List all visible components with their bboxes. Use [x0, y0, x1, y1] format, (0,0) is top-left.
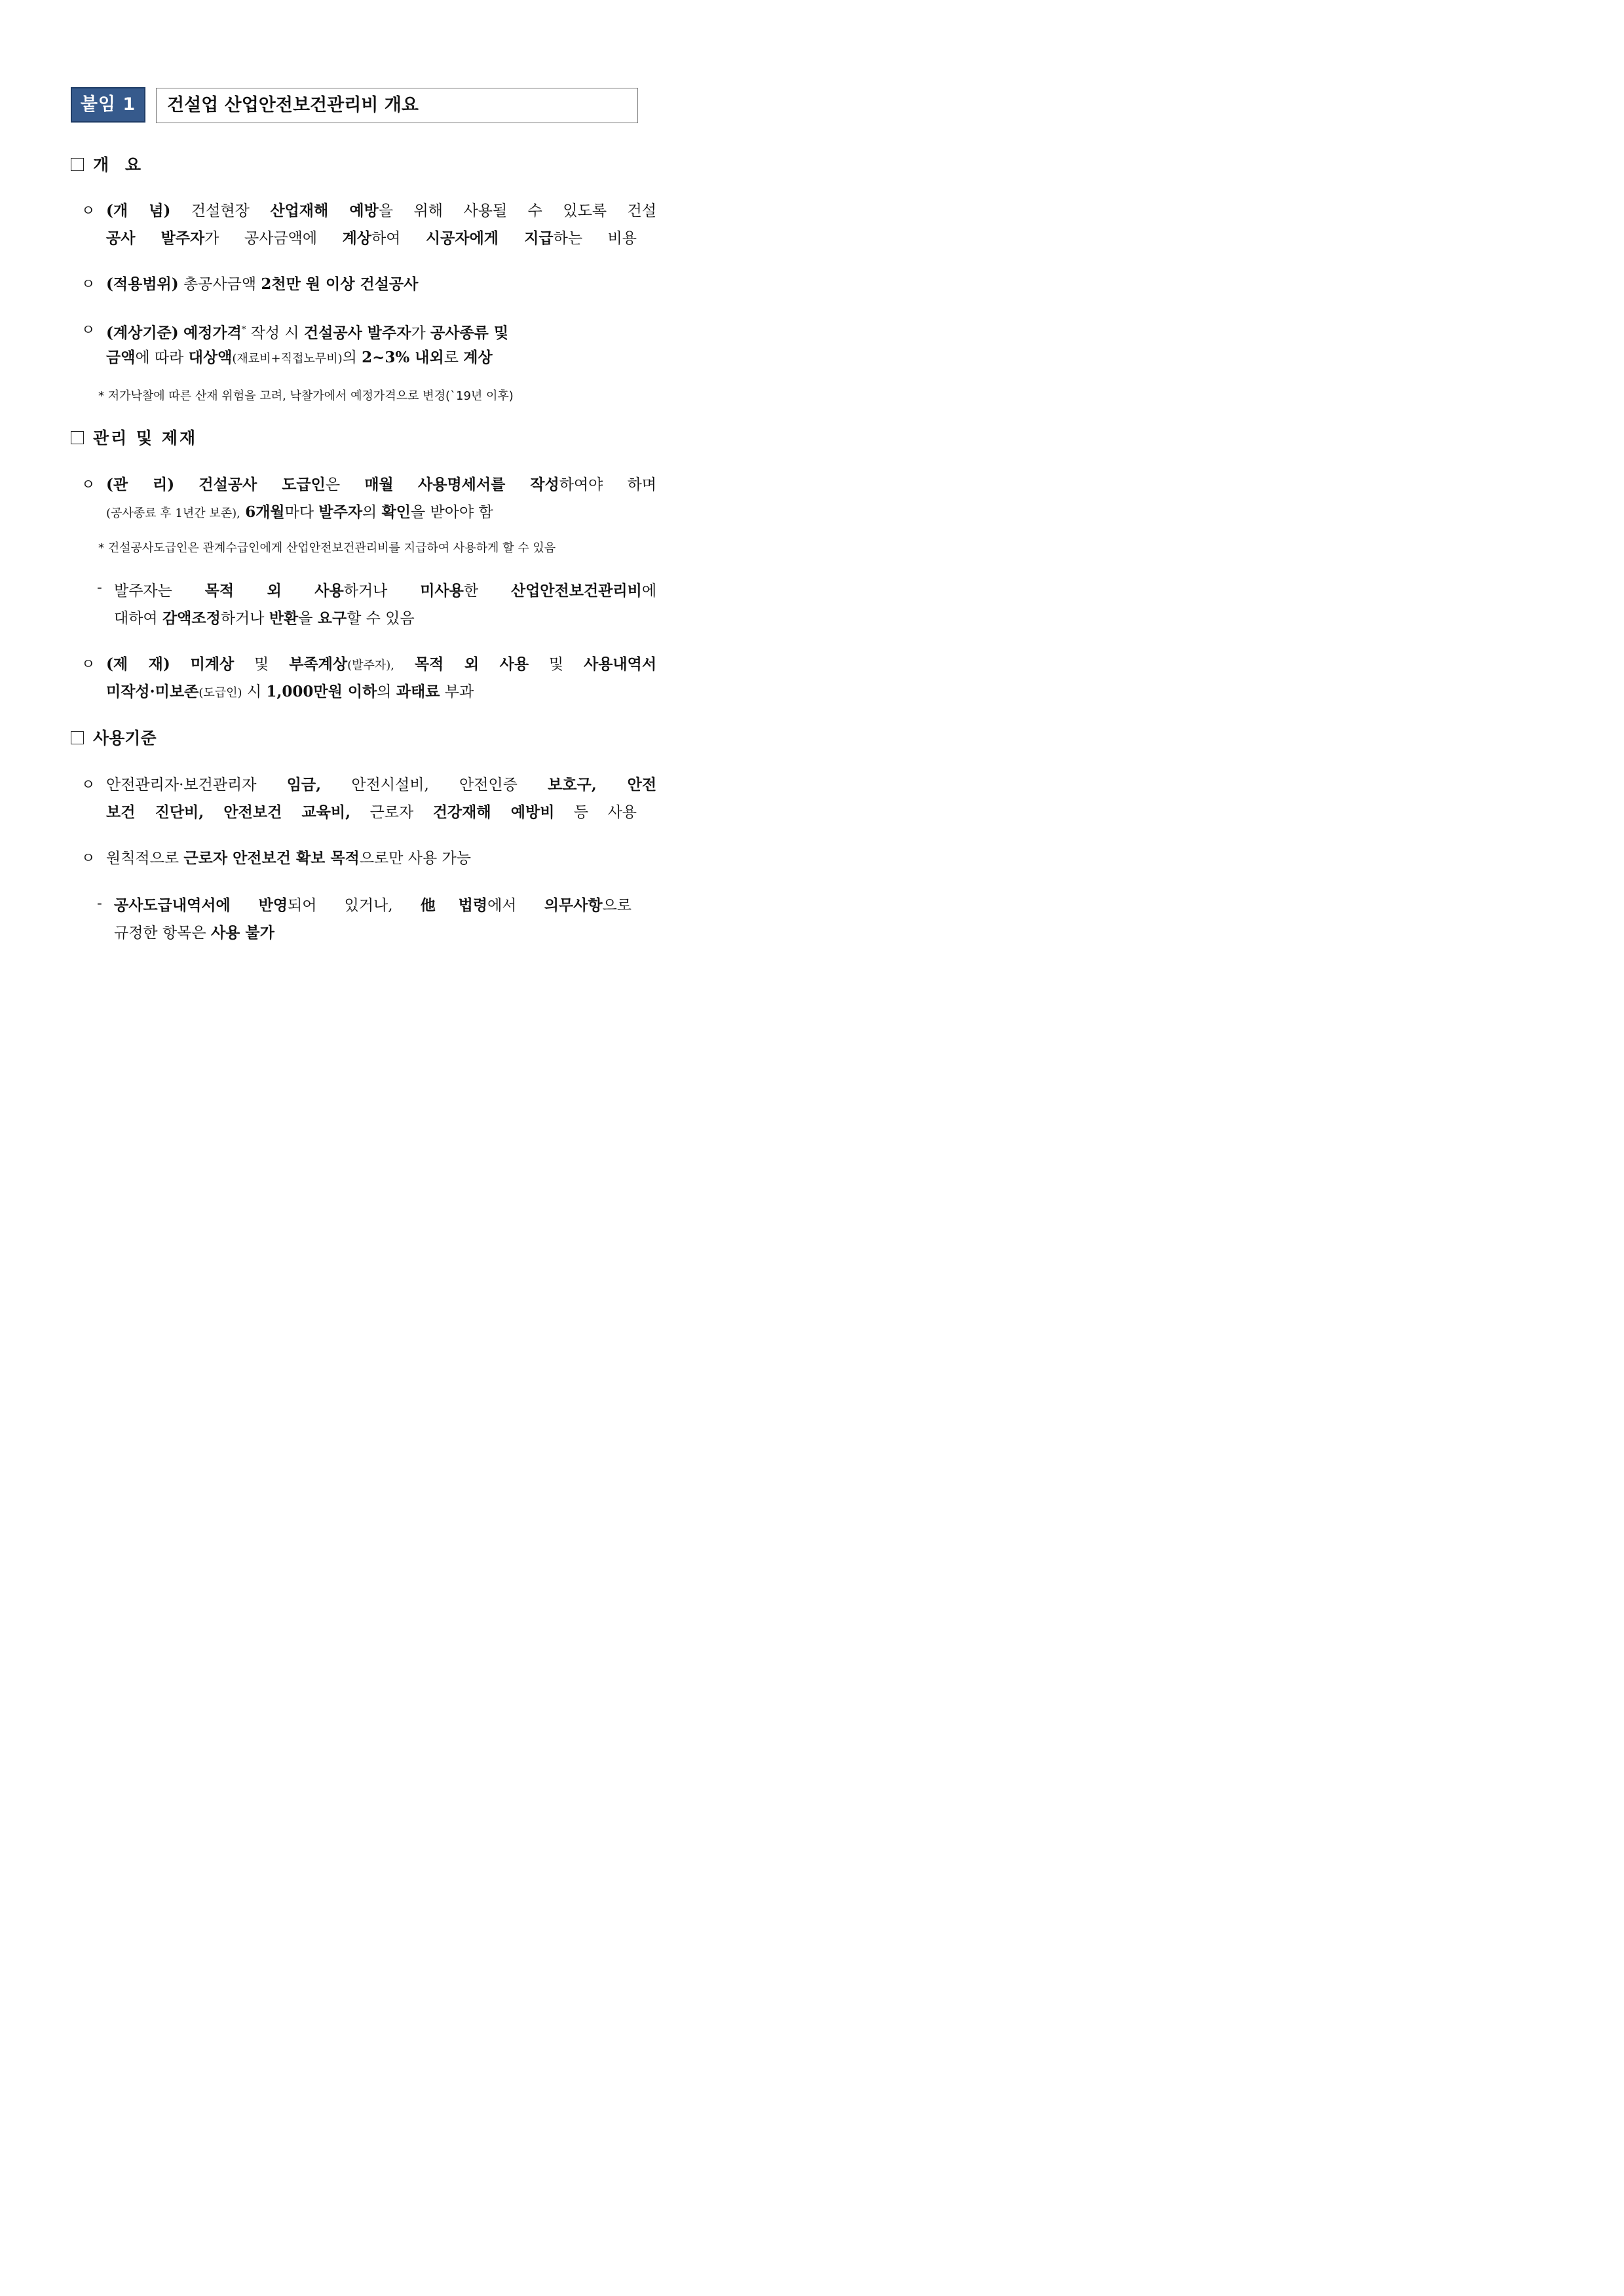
dash-marker: - — [97, 895, 102, 912]
standard-line-2: 금액에 따라 대상액(재료비+직접노무비)의 2~3% 내외로 계상 — [106, 349, 493, 366]
usage-dash-line-1: 공사도급내역서에 반영되어 있거나, 他법령에서 의무사항으로 — [114, 896, 632, 914]
scope-line: (적용범위) 총공사금액 2천만 원 이상 건설공사 — [106, 275, 419, 293]
usage-dash-line-2: 규정한 항목은 사용 불가 — [114, 924, 274, 942]
section-title: 사용기준 — [93, 729, 157, 748]
bullet-circle-icon: ㅇ — [81, 851, 96, 867]
usage-line-3: 원칙적으로 근로자 안전보건 확보 목적으로만 사용 가능 — [106, 849, 471, 867]
concept-line-1: (개 념) 건설현장 산업재해 예방을 위해 사용될 수 있도록 건설 — [106, 202, 656, 220]
bullet-circle-icon: ㅇ — [81, 657, 96, 673]
manage-line-2: (공사종료 후 1년간 보존), 6개월마다 발주자의 확인을 받아야 함 — [106, 503, 493, 521]
concept-line-2: 공사 발주자가 공사금액에 계상하여 시공자에게 지급하는 비용 — [106, 229, 637, 247]
footnote: * 저가낙찰에 따른 산재 위험을 고려, 낙찰가에서 예정가격으로 변경(`19년 이후) — [98, 389, 514, 403]
attachment-tag: 붙임 1 — [71, 87, 145, 123]
section-title: 개 요 — [93, 155, 147, 174]
section-title: 관리 및 제재 — [93, 429, 198, 448]
bullet-circle-icon: ㅇ — [81, 277, 96, 293]
footnote: * 건설공사도급인은 관계수급인에게 산업안전보건관리비를 지급하여 사용하게 할 수 있음 — [98, 541, 556, 555]
checkbox-square-icon — [71, 158, 84, 171]
standard-line-1: (계상기준) 예정가격* 작성 시 건설공사 발주자가 공사종류 및 — [106, 324, 509, 342]
checkbox-square-icon — [71, 731, 84, 744]
sanction-line-2: 미작성·미보존(도급인) 시 1,000만원 이하의 과태료 부과 — [106, 683, 474, 700]
dash-marker: - — [97, 579, 102, 596]
usage-line-1: 안전관리자·보건관리자 임금, 안전시설비, 안전인증 보호구, 안전 — [106, 776, 657, 794]
bullet-circle-icon: ㅇ — [81, 777, 96, 794]
bullet-circle-icon: ㅇ — [81, 322, 96, 339]
dash-line-1: 발주자는 목적 외 사용하거나 미사용한 산업안전보건관리비에 — [114, 582, 657, 600]
usage-line-2: 보건 진단비, 안전보건 교육비, 근로자 건강재해 예방비 등 사용 — [106, 803, 637, 821]
sanction-line-1: (제 재) 미계상 및 부족계상(발주자), 목적 외 사용 및 사용내역서 — [106, 655, 657, 673]
page-title: 건설업 산업안전보건관리비 개요 — [156, 88, 638, 123]
section-overview — [71, 154, 146, 176]
bullet-circle-icon: ㅇ — [81, 203, 96, 220]
section-usage — [71, 727, 157, 750]
checkbox-square-icon — [71, 431, 84, 444]
bullet-circle-icon: ㅇ — [81, 477, 96, 493]
dash-line-2: 대하여 감액조정하거나 반환을 요구할 수 있음 — [114, 609, 415, 627]
manage-line-1: (관 리) 건설공사 도급인은 매월 사용명세서를 작성하여야 하며 — [106, 476, 657, 493]
section-management — [71, 427, 197, 450]
